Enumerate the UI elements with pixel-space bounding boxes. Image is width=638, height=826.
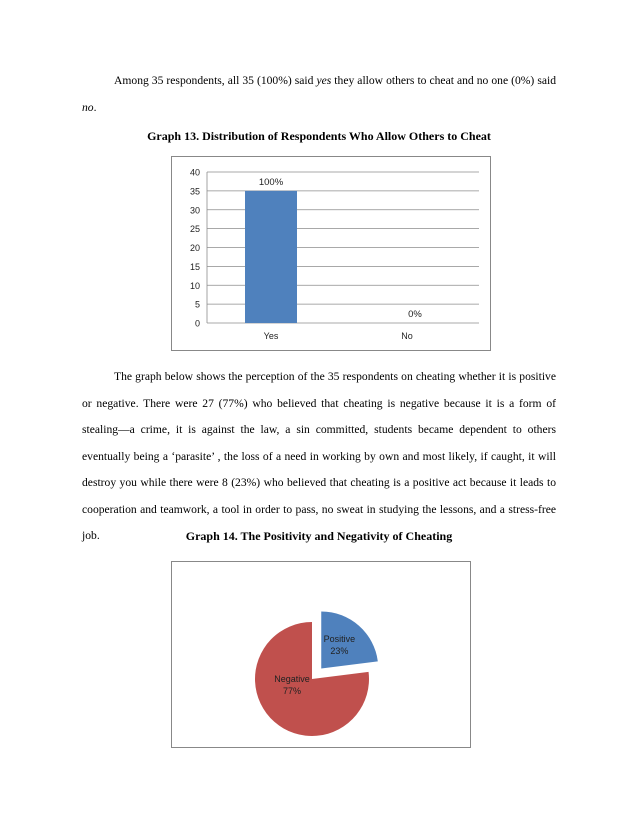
pie-category-label: Negative bbox=[274, 674, 310, 684]
paragraph-1-no: no bbox=[82, 100, 94, 114]
paragraph-2-text: The graph below shows the perception of the 35 respondents on cheating whether it is positive or negative. There were 27 (77%) who believed that cheating is negative because it is a form of stealing—a crime, it is against the law, a sin committed, students became dependent to others eventually being a ‘parasite’ , the loss of a need in working by own and most likely, if caught, it will destroy you while there were 8 (23%) who believed that cheating is a positive act because it leads to cooperation and teamwork, a tool in order to pass, no sweat in studying the lessons, and a stress-free job. bbox=[82, 370, 556, 542]
data-label: 0% bbox=[408, 309, 422, 320]
paragraph-1 bbox=[82, 68, 556, 121]
bar-chart-frame bbox=[171, 156, 491, 351]
bar bbox=[245, 191, 297, 323]
y-tick-label: 30 bbox=[189, 205, 200, 216]
pie-chart bbox=[172, 562, 470, 747]
pie-percent-label: 77% bbox=[282, 686, 302, 696]
x-tick-label: Yes bbox=[263, 331, 279, 341]
pie-chart-frame bbox=[171, 561, 471, 748]
graph-14-caption: Graph 14. The Positivity and Negativity of Cheating bbox=[185, 529, 453, 543]
paragraph-1-text-a: Among 35 respondents, all 35 (100%) said bbox=[114, 74, 317, 87]
paragraph-1-yes: yes bbox=[316, 74, 332, 87]
pie-category-label: Positive bbox=[323, 633, 356, 644]
y-tick-label: 35 bbox=[189, 186, 200, 197]
paragraph-2 bbox=[82, 364, 556, 550]
y-tick-label: 15 bbox=[189, 261, 200, 272]
paragraph-1-text-b: they allow others to cheat and no one (0%) said bbox=[331, 74, 556, 87]
data-label: 100% bbox=[258, 176, 284, 188]
y-tick-label: 25 bbox=[189, 224, 200, 235]
y-tick-label: 5 bbox=[194, 299, 200, 310]
paragraph-1-end: . bbox=[93, 100, 97, 114]
x-tick-label: No bbox=[401, 331, 413, 341]
graph-13-caption: Graph 13. Distribution of Respondents Who Allow Others to Cheat bbox=[147, 129, 491, 143]
y-tick-label: 0 bbox=[194, 318, 200, 329]
bar-chart bbox=[172, 157, 490, 350]
y-tick-label: 40 bbox=[189, 167, 200, 178]
y-tick-label: 20 bbox=[189, 243, 200, 253]
y-tick-label: 10 bbox=[189, 280, 200, 291]
pie-percent-label: 23% bbox=[330, 645, 349, 656]
